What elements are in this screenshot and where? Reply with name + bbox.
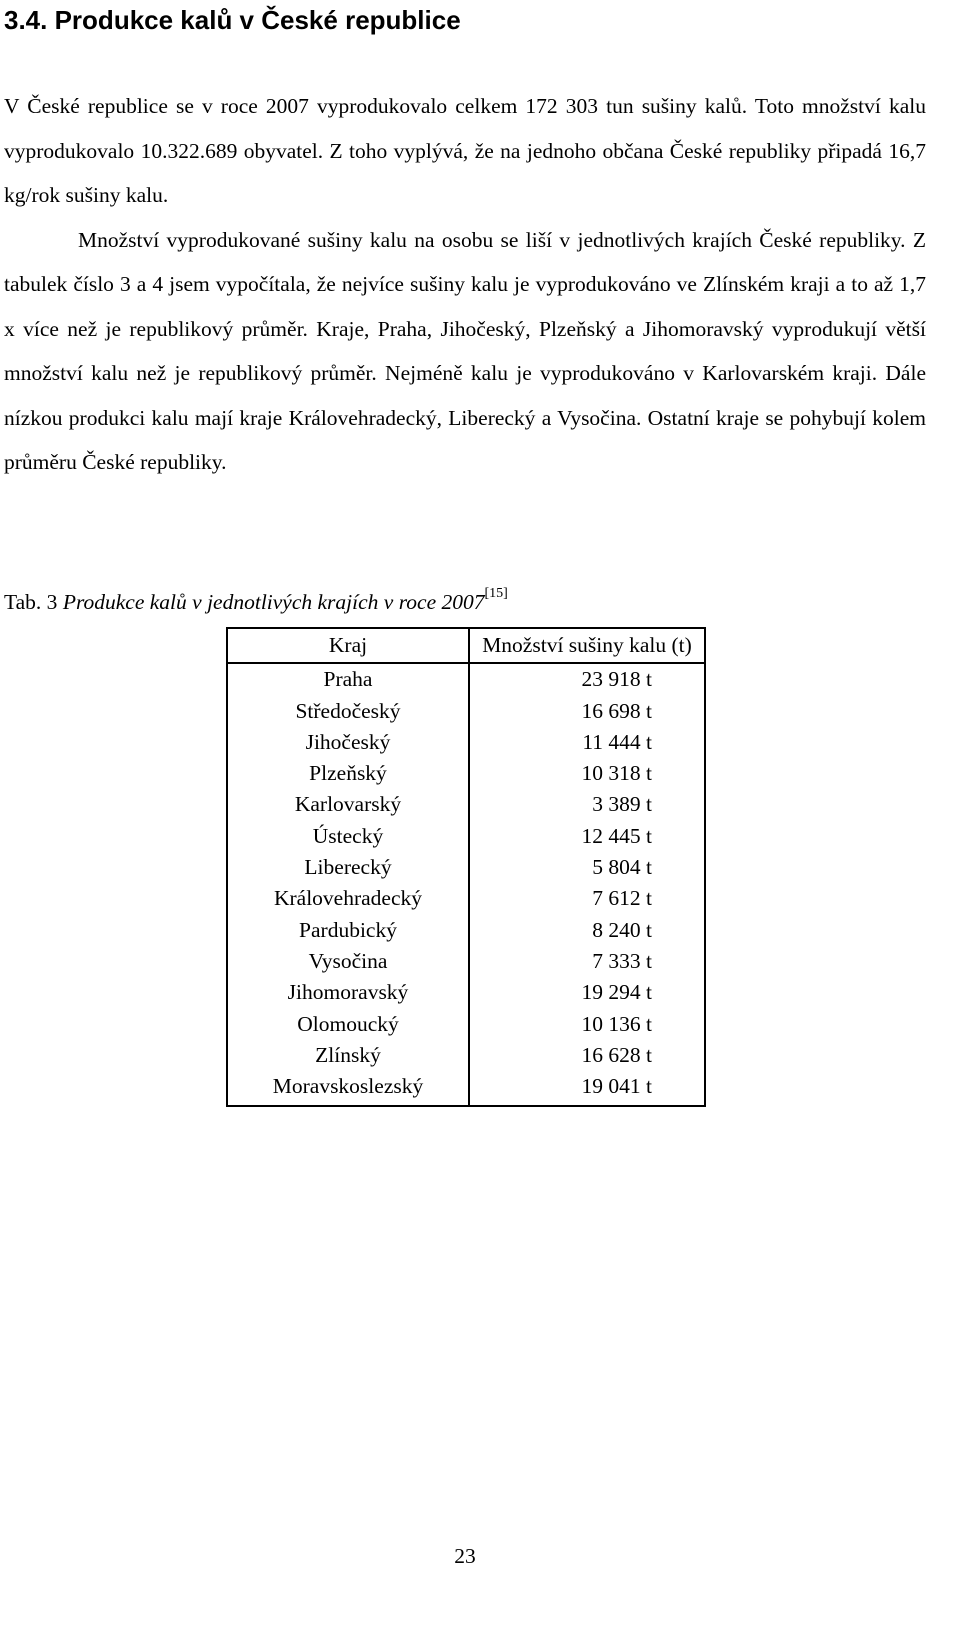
table-row	[227, 883, 705, 914]
header-kraj: Kraj	[227, 628, 469, 663]
cell-kraj: Jihomoravský	[227, 977, 469, 1008]
cell-mnozstvi-value: 19 294 t	[581, 980, 652, 1005]
table-row	[227, 1009, 705, 1040]
cell-mnozstvi	[469, 727, 705, 758]
cell-mnozstvi-value: 5 804 t	[592, 855, 652, 880]
caption-reference: [15]	[484, 586, 508, 601]
table-row	[227, 821, 705, 852]
cell-mnozstvi-value: 19 041 t	[581, 1074, 652, 1099]
cell-mnozstvi	[469, 758, 705, 789]
cell-mnozstvi	[469, 852, 705, 883]
cell-kraj: Karlovarský	[227, 789, 469, 820]
table-row	[227, 1071, 705, 1106]
cell-kraj: Praha	[227, 663, 469, 695]
table-row	[227, 977, 705, 1008]
cell-kraj: Moravskoslezský	[227, 1071, 469, 1106]
cell-mnozstvi	[469, 696, 705, 727]
cell-kraj: Vysočina	[227, 946, 469, 977]
cell-mnozstvi	[469, 1071, 705, 1106]
cell-kraj: Plzeňský	[227, 758, 469, 789]
table-row	[227, 696, 705, 727]
cell-mnozstvi-value: 10 318 t	[581, 761, 652, 786]
cell-kraj: Pardubický	[227, 915, 469, 946]
table-row	[227, 946, 705, 977]
cell-kraj: Olomoucký	[227, 1009, 469, 1040]
header-mnozstvi: Množství sušiny kalu (t)	[469, 628, 705, 663]
cell-mnozstvi-value: 16 628 t	[581, 1042, 652, 1067]
cell-mnozstvi	[469, 883, 705, 914]
table-row	[227, 915, 705, 946]
cell-kraj: Liberecký	[227, 852, 469, 883]
page-number: 23	[454, 1544, 476, 1568]
caption-title: Produkce kalů v jednotlivých krajích v roce 2007	[62, 590, 485, 615]
production-table	[226, 627, 706, 1107]
table-row	[227, 1040, 705, 1071]
cell-mnozstvi-value: 23 918 t	[581, 667, 652, 692]
cell-mnozstvi	[469, 1040, 705, 1071]
cell-mnozstvi	[469, 789, 705, 820]
body-text	[4, 84, 926, 485]
table-row	[227, 758, 705, 789]
table-row	[227, 789, 705, 820]
table-caption	[4, 576, 508, 624]
cell-mnozstvi-value: 7 612 t	[592, 886, 652, 911]
cell-kraj: Zlínský	[227, 1040, 469, 1071]
cell-kraj: Středočeský	[227, 696, 469, 727]
paragraph-2: Množství vyprodukované sušiny kalu na osobu se liší v jednotlivých krajích České republiky. Z tabulek číslo 3 a 4 jsem vypočítala, že nejvíce sušiny kalu je vyprodukováno ve Zlínském kraji a to až 1,7 x více než je republikový průměr. Kraje, Praha, Jihočeský, Plzeňský a Jihomoravský vyprodukují větší množství kalu než je republikový průměr. Nejméně kalu je vyprodukováno v Karlovarském kraji. Dále nízkou produkci kalu mají kraje Královehradecký, Liberecký a Vysočina. Ostatní kraje se pohybují kolem průměru České republiky.	[4, 227, 926, 474]
cell-kraj: Ústecký	[227, 821, 469, 852]
cell-mnozstvi-value: 3 389 t	[592, 792, 652, 817]
cell-mnozstvi-value: 12 445 t	[581, 823, 652, 848]
cell-mnozstvi-value: 8 240 t	[592, 917, 652, 942]
cell-mnozstvi	[469, 821, 705, 852]
cell-mnozstvi	[469, 1009, 705, 1040]
table-row	[227, 727, 705, 758]
cell-kraj: Královehradecký	[227, 883, 469, 914]
cell-mnozstvi	[469, 915, 705, 946]
cell-mnozstvi	[469, 946, 705, 977]
cell-mnozstvi	[469, 663, 705, 695]
cell-mnozstvi-value: 16 698 t	[581, 698, 652, 723]
cell-mnozstvi	[469, 977, 705, 1008]
cell-mnozstvi-value: 7 333 t	[592, 948, 652, 973]
table-body	[227, 663, 705, 1106]
table-row	[227, 852, 705, 883]
cell-mnozstvi-value: 10 136 t	[581, 1011, 652, 1036]
paragraph-1: V České republice se v roce 2007 vyprodukovalo celkem 172 303 tun sušiny kalů. Toto množství kalu vyprodukovalo 10.322.689 obyvatel. Z toho vyplývá, že na jednoho občana České republiky připadá 16,7 kg/rok sušiny kalu.	[4, 94, 926, 207]
table-header-row	[227, 628, 705, 663]
cell-mnozstvi-value: 11 444 t	[582, 729, 652, 754]
section-heading: 3.4. Produkce kalů v České republice	[4, 5, 461, 35]
cell-kraj: Jihočeský	[227, 727, 469, 758]
caption-label: Tab. 3	[4, 590, 58, 615]
table-row	[227, 663, 705, 695]
